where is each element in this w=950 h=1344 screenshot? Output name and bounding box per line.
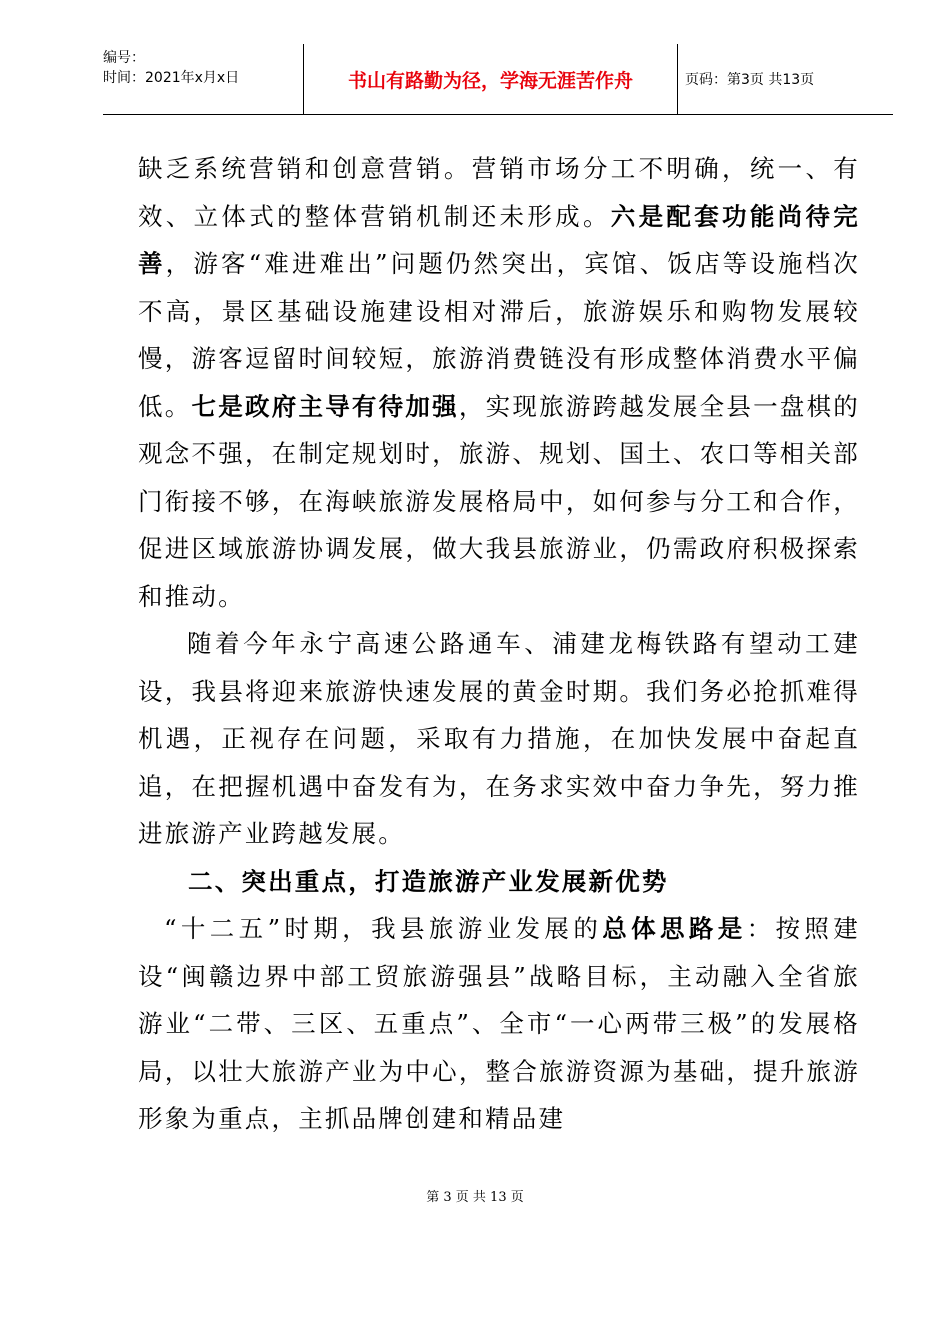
section-heading: 二、突出重点，打造旅游产业发展新优势	[188, 866, 669, 896]
header-divider	[677, 44, 678, 114]
document-date-label: 时间：2021年x月x日	[103, 70, 240, 86]
bold-phrase: 六是配套功能尚待完善	[138, 201, 860, 278]
paragraph-text: “十二五”时期，我县旅游业发展的	[164, 914, 603, 943]
document-number-label: 编号：	[103, 50, 145, 66]
bold-phrase: 总体思路是	[602, 914, 747, 943]
paragraph: 随着今年永宁高速公路通车、浦建龙梅铁路有望动工建设，我县将迎来旅游快速发展的黄金时期。我们务必抢抓难得机遇，正视存在问题，采取有力措施，在加快发展中奋起直追，在把握机遇中奋发有为，在务求实效中奋力争先，努力推进旅游产业跨越发展。	[138, 629, 860, 848]
header-meta	[103, 48, 303, 88]
header-page-label: 页码：第3页 共13页	[685, 72, 815, 88]
paragraph-text: ：按照建设“闽赣边界中部工贸旅游强县”战略目标，主动融入全省旅游业“二带、三区、五重点”、全市“一心两带三极”的发展格局，以壮大旅游产业为中心，整合旅游资源为基础，提升旅游形象为重点，主抓品牌创建和精品建	[138, 914, 861, 1133]
paragraph-text: ，实现旅游跨越发展全县一盘棋的观念不强，在制定规划时，旅游、规划、国土、农口等相关部门衔接不够，在海峡旅游发展格局中，如何参与分工和合作，促进区域旅游协调发展，做大我县旅游业，仍需政府积极探索和推动。	[138, 391, 860, 611]
paragraph	[138, 145, 860, 620]
bold-phrase: 七是政府主导有待加强	[191, 391, 459, 421]
paragraph-text: ，游客“难进难出”问题仍然突出，宾馆、饭店等设施档次不高，景区基础设施建设相对滞后，旅游娱乐和购物发展较慢，游客逗留时间较短，旅游消费链没有形成整体消费水平偏低。	[138, 249, 861, 421]
page-header	[103, 44, 893, 115]
page-footer: 第 3 页 共 13 页	[426, 1190, 524, 1205]
paragraph	[138, 905, 860, 1143]
header-motto: 书山有路勤为径，学海无涯苦作舟	[347, 69, 633, 92]
paragraph-text: 缺乏系统营销和创意营销。营销市场分工不明确，统一、有效、立体式的整体营销机制还未形成。	[138, 154, 860, 231]
document-body	[138, 145, 860, 1143]
